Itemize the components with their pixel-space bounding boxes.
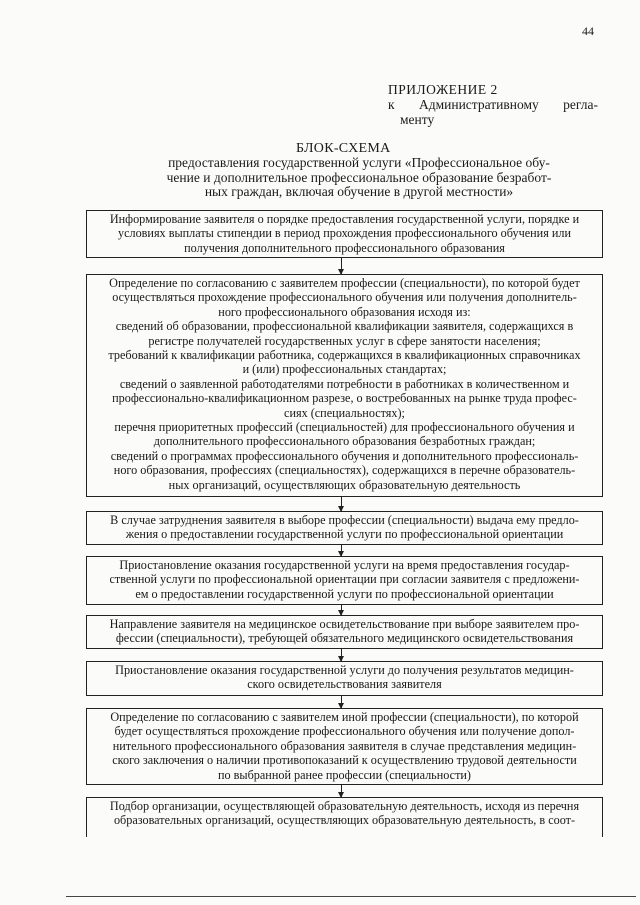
- box-line: ского освидетельствования заявителя: [247, 677, 442, 692]
- subtitle-line: ных граждан, включая обучение в другой местности»: [204, 184, 514, 199]
- box-line: ского заключения о наличии противопоказаний к осуществлению трудовой деятельности: [112, 753, 577, 768]
- step-suspension-career-guidance-box: [86, 556, 603, 605]
- flow-arrow: [341, 785, 342, 797]
- box-line: дополнительного профессионального образования безработных граждан;: [153, 434, 536, 449]
- step-profession-determination-box: [86, 274, 603, 497]
- step-career-guidance-offer-box: [86, 511, 603, 545]
- box-line: В случае затруднения заявителя в выборе профессии (специальности) выдача ему предло-: [110, 513, 579, 527]
- appendix-header: [388, 82, 598, 127]
- box-line: условиях выплаты стипендии в период прохождения профессионального обучения или: [118, 226, 571, 241]
- step-suspension-medical-box: [86, 661, 603, 696]
- box-line: фессии (специальности), требующей обязательного медицинского освидетельствования: [115, 631, 574, 646]
- box-line: образовательных организаций, осуществляющих образовательную деятельность, в соот-: [113, 813, 576, 828]
- box-line: сиях (специальностях);: [284, 405, 405, 420]
- box-line: ных организаций, осуществляющих образовательную деятельность: [168, 477, 521, 492]
- box-line: Подбор организации, осуществляющей образовательную деятельность, исходя из перечня: [109, 799, 580, 813]
- box-line: ем о предоставлении государственной услуги по профессиональной ориентации: [135, 586, 554, 601]
- appendix-title: ПРИЛОЖЕНИЕ 2: [388, 82, 498, 97]
- box-line: ственной услуги по профессиональной ориентации при согласии заявителя с предложени-: [109, 572, 580, 587]
- diagram-subtitle: [116, 156, 602, 200]
- box-line: по выбранной ранее профессии (специальности): [218, 767, 471, 782]
- box-line: получения дополнительного профессионального образования: [184, 240, 505, 255]
- box-line: Приостановление оказания государственной услуги до получения результатов медицин-: [115, 663, 574, 677]
- box-line: ного профессионального образования исходя из:: [218, 304, 471, 319]
- subtitle-line: чение и дополнительное профессиональное образование безработ-: [166, 169, 552, 185]
- box-line: ного образования, профессиях (специальностях), содержащихся в перечне образователь-: [113, 463, 576, 478]
- box-line: перечня приоритетных профессий (специальностей) для профессионального обучения и: [114, 420, 575, 435]
- flow-arrow: [341, 497, 342, 511]
- flow-arrow: [341, 545, 342, 556]
- box-line: сведений о заявленной работодателями потребности в работниках в количественном и: [119, 376, 570, 391]
- box-line: регистре получателей государственных услуг в сфере занятости населения;: [148, 333, 541, 348]
- box-line: требований к квалификации работника, содержащихся в квалификационных справочниках: [108, 348, 581, 363]
- appendix-line-1: к Административному регла-: [388, 97, 598, 112]
- box-line: жения о предоставлении государственной услуги по профессиональной ориентации: [125, 527, 564, 542]
- box-line: нительного профессионального образования заявителя в случае представления медицин-: [112, 738, 577, 753]
- diagram-title: БЛОК-СХЕМА: [296, 141, 391, 156]
- subtitle-line: предоставления государственной услуги «Профессиональное обу-: [168, 155, 550, 170]
- box-line: и (или) профессиональных стандартах;: [242, 362, 447, 377]
- step-medical-referral-box: [86, 615, 603, 649]
- box-line: Приостановление оказания государственной услуги на время предоставления государ-: [119, 558, 570, 572]
- flow-arrow: [341, 696, 342, 708]
- box-line: будет осуществляться прохождение профессионального обучения или получение допол-: [114, 724, 575, 739]
- box-line: Информирование заявителя о порядке предоставления государственной услуги, порядке и: [109, 212, 580, 226]
- box-line: Определение по согласованию с заявителем иной профессии (специальности), по которой: [110, 710, 579, 724]
- page-number: 44: [582, 24, 594, 38]
- flow-arrow: [341, 605, 342, 615]
- step-alternative-profession-box: [86, 708, 603, 785]
- box-line: профессионально-квалификационном разрезе, о востребованных на рынке труда профес-: [112, 391, 577, 406]
- flow-arrow: [341, 649, 342, 661]
- step-informing-box: [86, 210, 603, 258]
- box-line: Определение по согласованию с заявителем профессии (специальности), по которой будет: [109, 276, 580, 290]
- appendix-line-2: менту: [400, 112, 435, 127]
- flow-arrow: [341, 258, 342, 274]
- step-organization-selection-box: [86, 797, 603, 837]
- page-edge-divider: [66, 896, 636, 897]
- box-line: сведений об образовании, профессиональной квалификации заявителя, содержащихся в: [115, 319, 574, 334]
- box-line: сведений о программах профессионального обучения и дополнительного профессиональ-: [110, 448, 579, 463]
- box-line: осуществляться прохождение профессионального обучения или получения дополнитель-: [112, 290, 577, 305]
- box-line: Направление заявителя на медицинское освидетельствование при выборе заявителем про-: [109, 617, 580, 631]
